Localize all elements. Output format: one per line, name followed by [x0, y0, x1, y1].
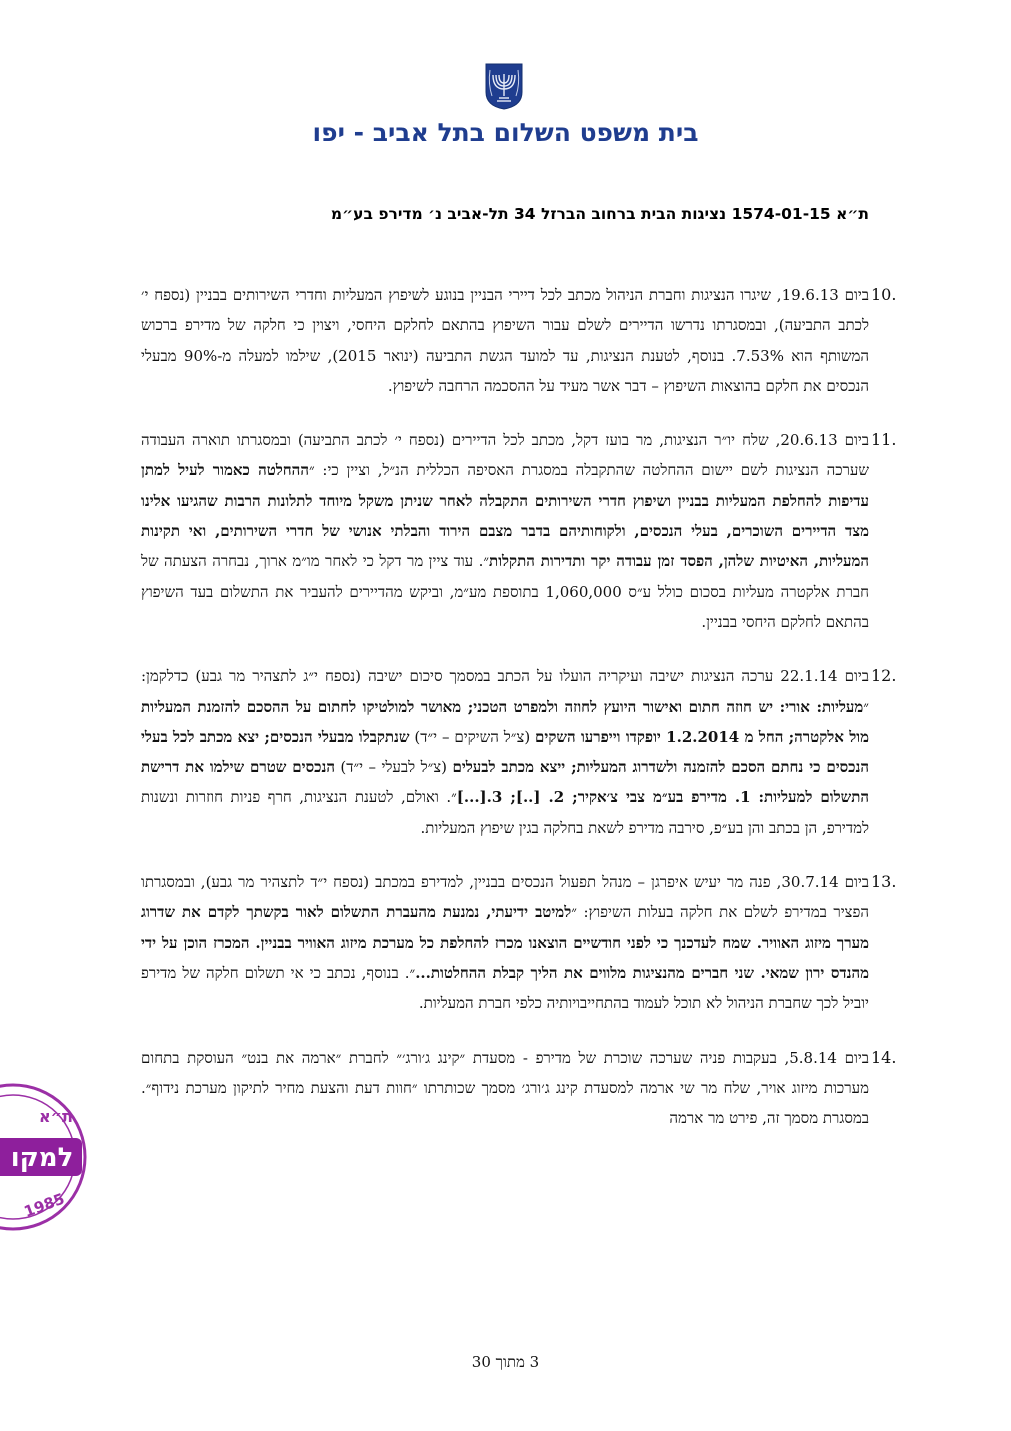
- text-segment: (צ״ל לבעלי – י״ד): [334, 758, 453, 777]
- text-segment: ״. בנוסף, נכתב כי אי תשלום חלקה של מדירפ יוביל לכך שחברת הניהול לא תוכל לעמוד בהתחייבויותיה כלפי חברת המעליות.: [141, 963, 869, 1013]
- text-segment: ביום 30.7.14, פנה מר יעיש איפרגן – מנהל תפעול הנכסים בבניין, למדירפ במכתב (נספח י״ד לתצהיר מר גבע), ובמסגרתו הפציר במדירפ לשלם את חלקה בעלות השיפוץ: ״: [141, 873, 869, 922]
- text-segment: ביום 22.1.14 ערכה הנציגות ישיבה ועיקריה הועלו על הכתב במסמך סיכום ישיבה (נספח י״ג לתצהיר מר גבע) כדלקמן: ״: [141, 667, 869, 716]
- paragraph-text: [141, 425, 869, 637]
- paragraph-number: 11.: [871, 430, 897, 450]
- text-segment: ״. ואולם, לטענת הנציגות, חרף פניות חוזרות ונשנות למדירפ, הן בכתב והן בע״פ, סירבה מדירפ לשאת בחלקה בגין שיפוץ המעליות.: [141, 788, 869, 837]
- paragraph-number: 14.: [871, 1047, 897, 1067]
- page-number: 3 מתוך 30: [471, 1353, 540, 1371]
- paragraph-text: [141, 867, 869, 1018]
- stamp-text-top: ת״א: [39, 1107, 73, 1126]
- paragraph-text: [141, 661, 869, 843]
- paragraph-12: [141, 661, 897, 843]
- paragraph-text: [141, 280, 869, 401]
- court-name-heading: בית משפט השלום בתל אביב - יפו: [312, 118, 699, 147]
- text-segment: ביום 19.6.13, שיגרו הנציגות וחברת הניהול מכתב לכל דיירי הבניין בנוגע לשיפוץ המעליות וחדרי השירותים בבניין (נספח י׳ לכתב התביעה), ובמסגרתו נדרשו הדיירים לשלם עבור השיפוץ בהתאם לחלקם היחסי, ויצוין כי חלקה של מדירפ ברכוש המשותף הוא 7.53%. בנוסף, לטענת הנציגות, עד למועד הגשת התביעה (ינואר 2015), שילמו למעלה מ-90% מבעלי הנכסים את חלקם בהוצאות השיפוץ – דבר אשר מעיד על ההסכמה הרחבה לשיפוץ.: [141, 286, 870, 395]
- paragraph-11: [141, 425, 897, 637]
- quoted-text-bold: הנכסים שטרם שילמו את דרישת התשלום למעליות: 1. מדירפ בע״מ צבי צ׳אקיר; 2. [..]; 3.[...]: [141, 758, 869, 807]
- quoted-text-bold: מעליות: אורי: יש חוזה חתום ואישור היועץ לחוזה ולמפרט הטכני; מאושר למולטיקו לחתום על ההסכם להזמנת המעליות מול אלקטרה; החל מ 1.2.2014 יופקדו וייפרעו השקים: [141, 697, 869, 746]
- court-stamp-icon: [0, 1082, 88, 1232]
- text-segment: (צ״ל השיקים – י״ד): [409, 727, 536, 746]
- text-segment: ״. עוד ציין מר דקל כי לאחר מו״מ ארוך, נבחרה הצעתה של חברת אלקטרה מעליות בסכום כולל ע״ס 1,060,000 בתוספת מע״מ, וביקש מהדיירים להעביר את התשלום בעד השיפוץ בהתאם לחלקם היחסי בבניין.: [141, 552, 869, 631]
- paragraph-number: 13.: [871, 872, 897, 892]
- paragraph-number: 10.: [871, 285, 897, 304]
- text-segment: ביום 5.8.14, בעקבות פניה שערכה שוכרת של מדירפ - מסעדת ״קינג ג׳ורג׳״ לחברת ״ארמה את בנט״ העוסקת בתחום מערכות מיזוג אויר, שלח מר שי ארמה למסעדת קינג ג׳ורג׳ מסמך שכותרתו ״חוות דעת והצעת מחיר לתיקון מערכת נידוף״. במסגרת מסמך זה, פירט מר ארמה: [141, 1048, 869, 1128]
- stamp-text-bottom: 1985: [21, 1189, 67, 1221]
- paragraph-number: 12.: [871, 666, 897, 686]
- paragraph-14: [141, 1043, 897, 1134]
- state-emblem-icon: [484, 62, 524, 110]
- case-title: ת״א 1574-01-15 נציגות הבית ברחוב הברזל 34 תל-אביב נ׳ מדירפ בע״מ: [330, 205, 869, 223]
- quoted-text-bold: שנתקבלו מבעלי הנכסים; יצא מכתב לכל בעלי הנכסים כי נחתם הסכם להזמנה ולשדרוג המעליות; ייצא מכתב לבעלים: [141, 727, 870, 777]
- paragraph-text: [141, 1043, 869, 1134]
- quoted-text-bold: למיטב ידיעתי, נמנעת מהעברת התשלום לאור בקשתך לקדם את שדרוג מערך מיזוג האוויר. שמח לעדכנך כי לפני חודשיים הוצאנו מכרז להחלפת כל מערכת מיזוג האוויר בבניין. המכרז הוכן על ידי מהנדס ירון שמאי. שני חברים מהנציגות מלווים את הליך קבלת ההחלטות...: [141, 903, 869, 982]
- quoted-text-bold: ההחלטה כאמור לעיל למתן עדיפות להחלפת המעליות בבניין ושיפוץ חדרי השירותים התקבלה לאחר שניתן משקל מיוחד לתלונות הרבות שהגיעו אלינו מצד הדיירים השוכרים, בעלי הנכסים, ולקוחותיהם בדבר מצבם הירוד והבלתי אנושי של חדרי השירותים, ואי תקינות המעליות, האיטיות שלהן, הפסד זמן עבודה יקר ותדירות התקלות: [141, 461, 869, 571]
- text-segment: ביום 20.6.13, שלח יו״ר הנציגות, מר בועז דקל, מכתב לכל הדיירים (נספח י׳ לכתב התביעה) ובמסגרתו תוארה העבודה שערכה הנציגות לשם יישום ההחלטה שהתקבלה במסגרת האסיפה הכללית הנ״ל, וציין כי: ״: [141, 431, 870, 480]
- stamp-text-mid: למקו: [10, 1143, 74, 1173]
- paragraph-10: [141, 280, 897, 401]
- paragraph-13: [141, 867, 897, 1018]
- document-body: [141, 280, 897, 1157]
